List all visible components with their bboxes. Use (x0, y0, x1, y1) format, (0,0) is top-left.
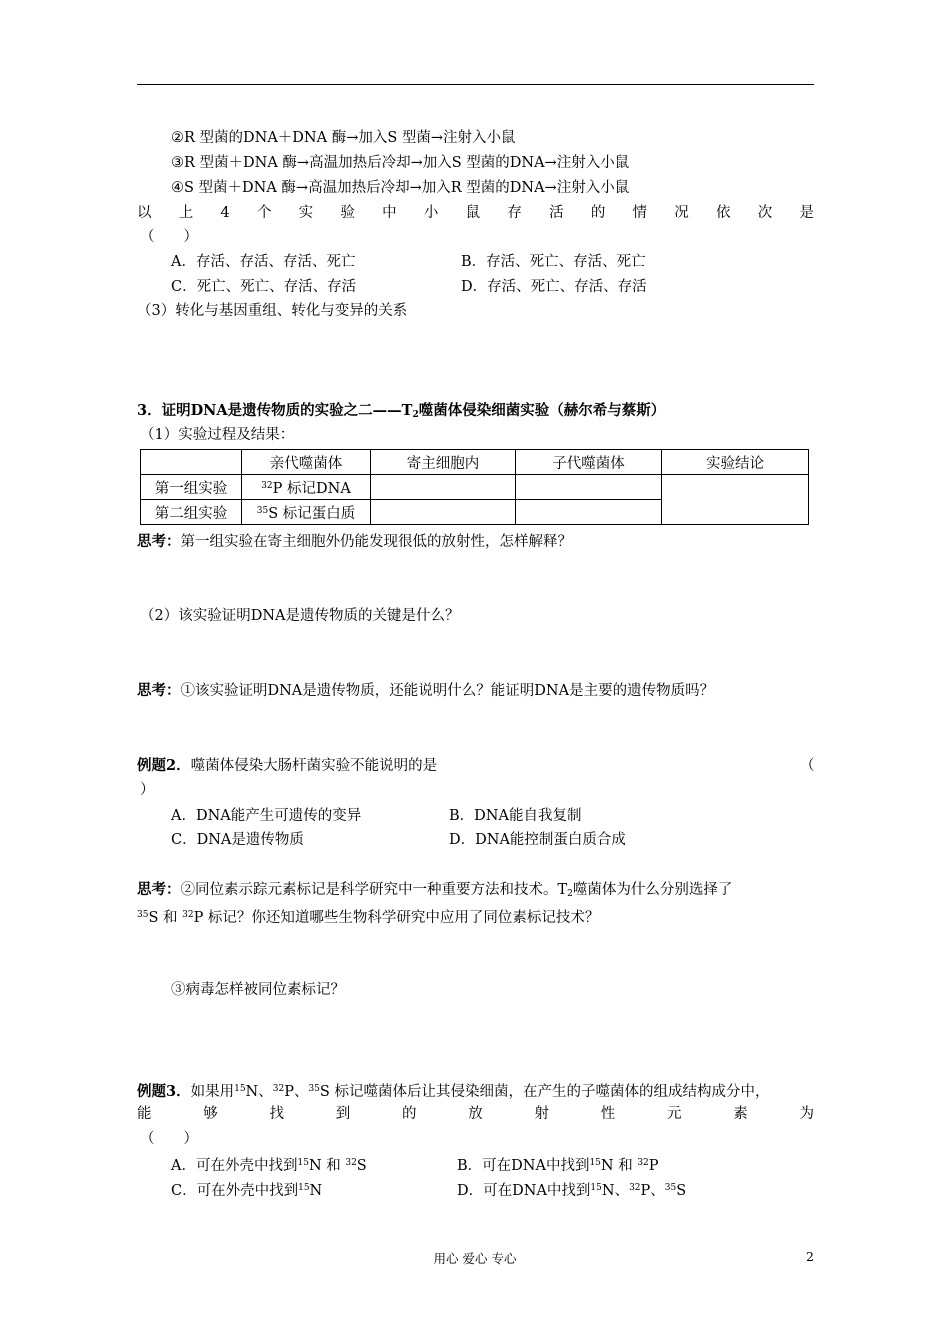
option-a: A．存活、存活、存活、死亡 (171, 254, 356, 270)
option-b (457, 1153, 659, 1176)
q-char: 找 (269, 1106, 284, 1122)
think-label: 思考： (137, 682, 181, 699)
option-text: S (676, 1183, 687, 1199)
q-char: 4 (220, 205, 230, 221)
page-footer: 用心 爱心 专心 (433, 1251, 517, 1266)
q-char: 射 (534, 1106, 549, 1122)
q-char: 性 (600, 1106, 616, 1122)
option-text: P (648, 1158, 659, 1174)
experiment-line-2: ②R 型菌的DNA＋DNA 酶→加入S 型菌→注射入小鼠 (171, 130, 516, 146)
row-label: 第二组实验 (141, 500, 242, 525)
superscript: 35 (256, 505, 269, 516)
superscript: 15 (589, 1158, 601, 1168)
subsection-1: （1）实验过程及结果： (140, 427, 295, 443)
option-text: C．可在外壳中找到 (171, 1183, 299, 1199)
table-header-cell: 寄主细胞内 (371, 450, 516, 475)
superscript: 15 (298, 1183, 310, 1193)
q-char: 次 (757, 205, 773, 221)
q-char: 的 (590, 205, 606, 221)
superscript: 32 (272, 1084, 285, 1094)
subscript: 2 (567, 889, 573, 899)
example-3-justified-line (137, 1104, 814, 1124)
option-text: P、 (640, 1183, 665, 1199)
table-row (141, 475, 809, 500)
q-char: 元 (667, 1106, 682, 1122)
q-char: 验 (340, 205, 355, 221)
answer-paren: （ ） (140, 229, 198, 245)
heading-part: 3．证明DNA是遗传物质的实验之二——T (137, 402, 413, 419)
option-c: C．死亡、死亡、存活、存活 (171, 279, 357, 295)
table-cell (371, 500, 516, 525)
option-d (457, 1178, 686, 1201)
option-text: S (356, 1158, 367, 1174)
superscript: 35 (664, 1183, 677, 1193)
think-3 (137, 880, 732, 904)
table-header-cell: 实验结论 (662, 450, 809, 475)
q-char: 放 (468, 1106, 483, 1122)
experiment-line-3: ③R 型菌＋DNA 酶→高温加热后冷却→加入S 型菌的DNA→注射入小鼠 (171, 155, 630, 171)
q-char: 能 (137, 1106, 152, 1122)
option-text: N (309, 1183, 323, 1199)
table-cell (242, 475, 371, 500)
option-text: N、 (601, 1183, 630, 1199)
page-number: 2 (806, 1249, 814, 1264)
example-label: 例题2． (137, 757, 191, 774)
cell-text: S 标记蛋白质 (268, 505, 356, 522)
example-label: 例题3． (137, 1083, 191, 1100)
table-cell (516, 475, 662, 500)
paren-open: （ (800, 758, 815, 774)
think-1 (137, 532, 572, 552)
option-a: A．DNA能产生可遗传的变异 (171, 808, 362, 824)
example-text: 如果用 (190, 1084, 235, 1100)
subsection-3: （3）转化与基因重组、转化与变异的关系 (137, 303, 408, 319)
q-char: 存 (507, 205, 522, 221)
example-text: S 标记噬菌体后让其侵染细菌，在产生的子噬菌体的组成结构成分中， (319, 1084, 770, 1100)
example-2 (137, 756, 437, 776)
superscript: 15 (297, 1158, 309, 1168)
q-char: 为 (799, 1106, 814, 1122)
q-char: 小 (423, 205, 439, 221)
header-rule (137, 84, 814, 85)
q-char: 实 (298, 205, 314, 221)
superscript: 32 (261, 480, 273, 491)
table-header-row (141, 450, 809, 475)
q-char: 鼠 (465, 205, 481, 221)
section-heading (137, 401, 665, 425)
table-header-cell: 子代噬菌体 (516, 450, 662, 475)
think-text: ②同位素示踪元素标记是科学研究中一种重要方法和技术。T (180, 882, 568, 898)
option-c (171, 1178, 322, 1201)
q-char: 中 (382, 205, 397, 221)
option-a (171, 1153, 367, 1176)
q-char: 活 (549, 205, 564, 221)
q-char: 的 (402, 1106, 417, 1122)
table-cell (371, 475, 516, 500)
example-text: P、 (284, 1084, 309, 1100)
think-label: 思考： (137, 533, 181, 550)
q-char: 素 (733, 1106, 748, 1122)
superscript: 35 (137, 910, 149, 920)
example-text: N、 (245, 1084, 273, 1100)
table-cell (516, 500, 662, 525)
option-d: D．存活、死亡、存活、存活 (461, 279, 647, 295)
think-text: S 和 (148, 910, 183, 926)
row-label: 第一组实验 (141, 475, 242, 500)
option-text: N 和 (308, 1158, 346, 1174)
superscript: 32 (637, 1158, 649, 1168)
think-text: P 标记？你还知道哪些生物科学研究中应用了同位素标记技术？ (193, 910, 600, 926)
subsection-2: （2）该实验证明DNA是遗传物质的关键是什么？ (140, 608, 460, 624)
table-header-cell: 亲代噬菌体 (242, 450, 371, 475)
q-char: 个 (256, 205, 272, 221)
example-text: 噬菌体侵染大肠杆菌实验不能说明的是 (190, 758, 438, 774)
table-header-cell (141, 450, 242, 475)
option-text: A．可在外壳中找到 (171, 1158, 298, 1174)
superscript: 15 (590, 1183, 602, 1193)
q-char: 以 (137, 205, 152, 221)
think-label: 思考： (137, 881, 181, 898)
example-3 (137, 1079, 769, 1102)
think-2 (137, 681, 714, 701)
heading-part: 噬菌体侵染细菌实验（赫尔希与蔡斯） (418, 402, 666, 419)
think-text: 第一组实验在寄主细胞外仍能发现很低的放射性，怎样解释？ (180, 534, 572, 550)
q-char: 是 (799, 205, 814, 221)
think-text: ①该实验证明DNA是遗传物质，还能说明什么？能证明DNA是主要的遗传物质吗？ (180, 683, 715, 699)
option-d: D．DNA能控制蛋白质合成 (449, 832, 626, 848)
think-3-line-2 (137, 905, 599, 928)
q-char: 够 (203, 1106, 218, 1122)
conclusion-cell (662, 475, 809, 525)
q-char: 上 (178, 205, 194, 221)
superscript: 15 (234, 1084, 246, 1094)
superscript: 32 (629, 1183, 641, 1193)
q-char: 依 (716, 205, 731, 221)
experiment-line-4: ④S 型菌＋DNA 酶→高温加热后冷却→加入R 型菌的DNA→注射入小鼠 (171, 180, 630, 196)
think-3-line-3: ③病毒怎样被同位素标记？ (171, 982, 345, 998)
question-justified-line (137, 203, 814, 223)
answer-paren: （ ） (140, 1131, 198, 1147)
cell-text: P 标记DNA (272, 480, 351, 497)
superscript: 35 (308, 1084, 320, 1094)
table-cell (242, 500, 371, 525)
q-char: 到 (335, 1106, 351, 1122)
option-b: B．DNA能自我复制 (449, 808, 582, 824)
option-text: D．可在DNA中找到 (457, 1183, 591, 1199)
option-c: C．DNA是遗传物质 (171, 832, 304, 848)
superscript: 32 (182, 910, 194, 920)
q-char: 况 (674, 205, 689, 221)
q-char: 情 (632, 205, 648, 221)
option-b: B．存活、死亡、存活、死亡 (461, 254, 646, 270)
heading-subscript: 2 (412, 410, 419, 420)
option-text: B．可在DNA中找到 (457, 1158, 590, 1174)
superscript: 32 (345, 1158, 357, 1168)
think-text: 噬菌体为什么分别选择了 (572, 882, 733, 898)
option-text: N 和 (600, 1158, 638, 1174)
paren-close: ） (140, 782, 155, 798)
experiment-table (140, 449, 809, 525)
